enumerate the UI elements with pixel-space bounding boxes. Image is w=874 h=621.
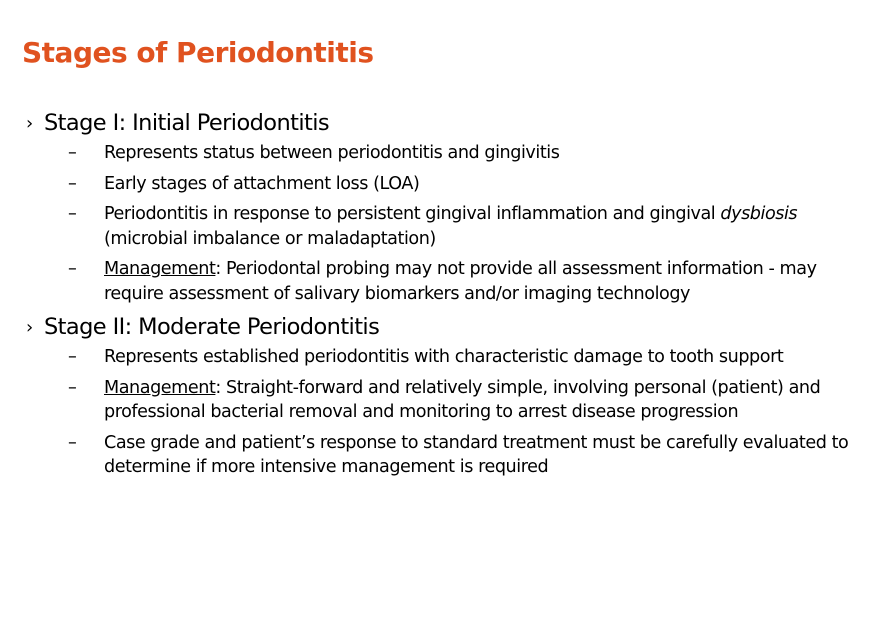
dash-bullet-icon: – (68, 143, 77, 163)
stage-2-item-management (22, 376, 862, 425)
stage-1-list (22, 141, 862, 306)
dash-bullet-icon: – (68, 204, 77, 224)
stage-1-item-loa (22, 172, 862, 197)
dash-bullet-icon: – (68, 432, 77, 453)
chevron-bullet-icon: › (26, 317, 33, 338)
stage-1-item-status-text: Represents status between periodontitis and gingivitis (104, 143, 560, 163)
stage-1-item-dysbiosis-rest: (microbial imbalance or maladaptation) (104, 228, 436, 249)
slide-title: Stages of Periodontitis (22, 36, 374, 69)
dash-bullet-icon: – (68, 259, 77, 279)
stage-1-item-status (22, 141, 862, 166)
stage-2-item-established-text: Represents established periodontitis with characteristic damage to tooth support (104, 347, 784, 367)
stage-1-item-management (22, 257, 862, 306)
dash-bullet-icon: – (68, 377, 77, 398)
stage-2-item-management-text: : Straight-forward and relatively simple, involving personal (patient) and professional bacterial removal and monitoring to arrest disease progression (104, 377, 821, 422)
stage-2-list (22, 345, 862, 480)
management-label: Management (104, 377, 216, 398)
stage-2-item-established (22, 345, 862, 370)
stage-2-item-case-grade-text: Case grade and patient’s response to standard treatment must be carefully evaluated to determine if more intensive management is required (104, 432, 849, 477)
stage-2-heading-text: Stage II: Moderate Periodontitis (44, 314, 380, 340)
stage-2-heading (22, 312, 862, 343)
dysbiosis-term: dysbiosis (720, 204, 798, 224)
dash-bullet-icon: – (68, 347, 77, 367)
slide-content (22, 108, 862, 486)
stage-1-heading (22, 108, 862, 139)
stage-2-item-case-grade (22, 431, 862, 480)
management-label: Management (104, 259, 216, 279)
stage-1-heading-text: Stage I: Initial Periodontitis (44, 110, 330, 136)
chevron-bullet-icon: › (26, 113, 33, 134)
stage-1-item-management-text: : Periodontal probing may not provide all assessment information - may require assessment of salivary biomarkers and/or imaging technology (104, 259, 817, 304)
stage-1-item-dysbiosis-text: Periodontitis in response to persistent gingival inflammation and gingival (104, 204, 721, 224)
dash-bullet-icon: – (68, 173, 77, 194)
stage-1-item-loa-text: Early stages of attachment loss (LOA) (104, 173, 420, 194)
stage-1-item-dysbiosis (22, 202, 862, 251)
